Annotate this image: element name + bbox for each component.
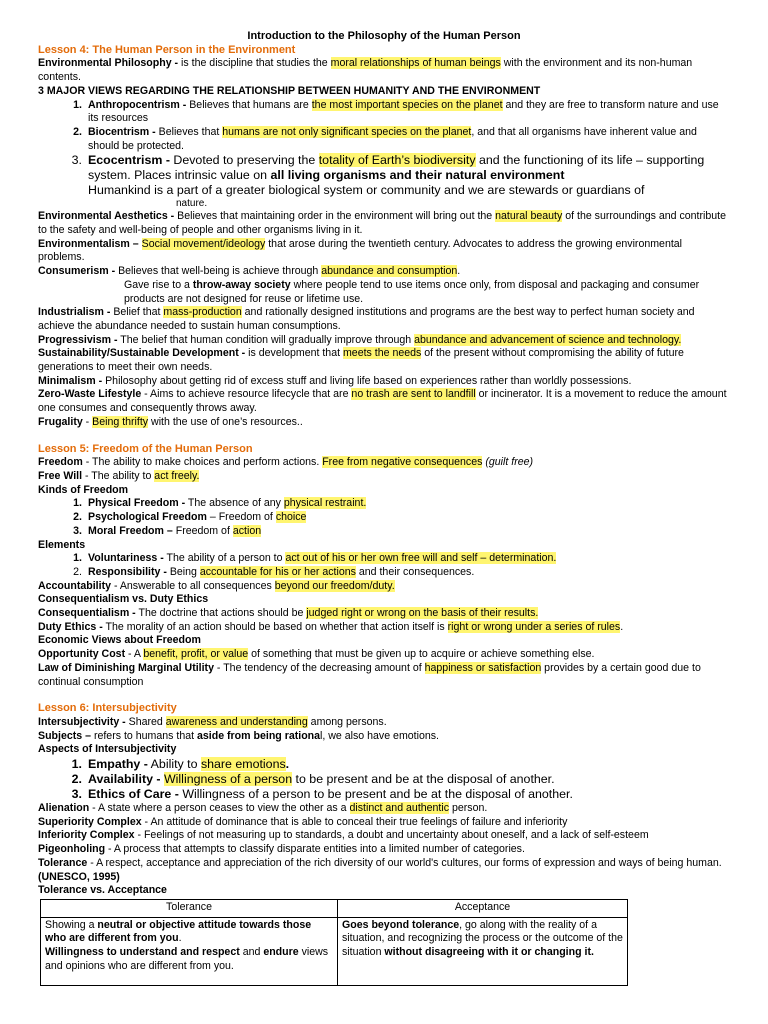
highlight: totality of Earth’s biodiversity [318, 153, 476, 168]
tolerance-acceptance-table [40, 899, 628, 986]
entry-consequentialism: Consequentialism - The doctrine that actions should be judged right or wrong on the basis of their results. [38, 607, 539, 620]
highlight: natural beauty [495, 210, 563, 223]
document-page [38, 30, 730, 986]
highlight: act out of his or her own free will and self – determination. [285, 552, 557, 565]
highlight: the most important species on the planet [311, 98, 503, 111]
highlight: physical restraint. [283, 497, 367, 510]
aspects-heading: Aspects of Intersubjectivity [38, 743, 177, 756]
document-title: Introduction to the Philosophy of the Human Person [247, 30, 521, 42]
tolerance-vs-acceptance-heading: Tolerance vs. Acceptance [38, 884, 167, 897]
entry-industrialism: Industrialism - Belief that mass-production and rationally designed institutions and programs are the best way to perfect human society and achieve the abundance needed to sustain human consumptions. [38, 306, 695, 332]
kinds-heading: Kinds of Freedom [38, 483, 129, 496]
entry-opportunity-cost: Opportunity Cost - A benefit, profit, or value of something that must be given up to acquire or achieve something else. [38, 648, 595, 661]
highlight: moral relationships of human beings [330, 57, 501, 70]
kind-moral: 3. Moral Freedom – Freedom of action [73, 524, 262, 537]
entry-consumerism: Consumerism - Believes that well-being is achieve through abundance and consumption. [38, 265, 461, 278]
table-header-row [41, 899, 628, 917]
entry-superiority-complex: Superiority Complex - An attitude of dominance that is able to conceal their true feelings of failure and inferiority [38, 815, 568, 828]
element-voluntariness: 1. Voluntariness - The ability of a person to act out of his or her own free will and self – determination. [73, 552, 557, 565]
view-ecocentrism: 3. Ecocentrism - Devoted to preserving the totality of Earth’s biodiversity and the functioning of its life – supporting system. Places intrinsic value on all living organisms and their natural environment Humankind is a part of a greater biological system or community and we are stewards or guardians of [71, 153, 705, 198]
emphasis: aside from being rationa [197, 729, 321, 742]
entry-diminishing-utility: Law of Diminishing Marginal Utility - The tendency of the decreasing amount of happiness or satisfaction provides by a certain good due to continual consumption [38, 661, 701, 688]
lesson-5-heading: Lesson 5: Freedom of the Human Person [38, 442, 253, 455]
views-heading: 3 MAJOR VIEWS REGARDING THE RELATIONSHIP BETWEEN HUMANITY AND THE ENVIRONMENT [38, 84, 541, 97]
entry-environmental-aesthetics: Environmental Aesthetics - Believes that maintaining order in the environment will bring out the natural beauty of the surroundings and contribute to the safety and well-being of people and other organisms living in it. [38, 210, 727, 237]
kind-physical: 1. Physical Freedom - The absence of any physical restraint. [73, 497, 367, 510]
aspect-availability: 2. Availability - Willingness of a person to be present and be at the disposal of another. [71, 772, 555, 787]
highlight: abundance and advancement of science and technology. [414, 333, 682, 346]
lesson-4-heading: Lesson 4: The Human Person in the Environment [38, 43, 296, 56]
table-cell-tolerance: Showing a neutral or objective attitude towards those who are different from you. Willingness to understand and respect and endure views and opinions who are different from you. [41, 917, 338, 985]
kind-psychological: 2. Psychological Freedom – Freedom of choice [73, 511, 307, 524]
highlight: awareness and understanding [165, 715, 308, 728]
consequentialism-heading: Consequentialism vs. Duty Ethics [38, 593, 209, 606]
entry-intersubjectivity: Intersubjectivity - Shared awareness and understanding among persons. [38, 715, 387, 728]
highlight: share emotions [200, 757, 286, 772]
entry-freedom: Freedom - The ability to make choices and perform actions. Free from negative consequences (guilt free) [38, 456, 534, 469]
highlight: meets the needs [342, 347, 422, 360]
entry-tolerance: Tolerance - A respect, acceptance and appreciation of the rich diversity of our world's cultures, our forms of expression and ways of being human. (UNESCO, 1995) [38, 856, 722, 883]
highlight: happiness or satisfaction [424, 661, 542, 674]
entry-alienation: Alienation - A state where a person ceases to view the other as a distinct and authentic person. [38, 802, 488, 815]
highlight: action [232, 524, 262, 537]
entry-progressivism: Progressivism - The belief that human condition will gradually improve through abundance and advancement of science and technology. [38, 333, 682, 346]
entry-inferiority-complex: Inferiority Complex - Feelings of not measuring up to standards, a doubt and uncertainty about oneself, and a lack of self-esteem [38, 829, 649, 842]
highlight: distinct and authentic [349, 802, 450, 815]
entry-pigeonholing: Pigeonholing - A process that attempts to classify disparate entities into a limited number of categories. [38, 843, 525, 856]
highlight: act freely. [154, 469, 200, 482]
entry-zero-waste: Zero-Waste Lifestyle - Aims to achieve resource lifecycle that are no trash are sent to landfill or incinerator. It is a movement to reduce the amount one consumes and consequently throws away. [38, 388, 727, 415]
elements-heading: Elements [38, 538, 86, 551]
highlight: humans are not only significant species on the planet [222, 125, 472, 138]
economic-views-heading: Economic Views about Freedom [38, 634, 201, 647]
table-cell-acceptance: Goes beyond tolerance, go along with the reality of a situation, and recognizing the process or the outcome of the situation without disagreeing with it or changing it. [338, 917, 628, 985]
highlight: accountable for his or her actions [199, 565, 356, 578]
entry-accountability: Accountability - Answerable to all consequences beyond our freedom/duty. [38, 579, 395, 592]
highlight: choice [275, 511, 307, 524]
highlight: beyond our freedom/duty. [274, 579, 395, 592]
highlight: Free from negative consequences [322, 456, 483, 469]
view-anthropocentrism: 1. Anthropocentrism - Believes that humans are the most important species on the planet and they are free to transform nature and use its resources [73, 98, 719, 125]
entry-environmental-philosophy: Environmental Philosophy - is the discipline that studies the moral relationships of human beings with the environment and its non-human contents. [38, 57, 693, 84]
entry-free-will: Free Will - The ability to act freely. [38, 469, 200, 482]
highlight: abundance and consumption [321, 265, 458, 278]
aspect-empathy: 1. Empathy - Ability to share emotions. [71, 757, 290, 772]
term: Environmental Philosophy - [38, 57, 179, 70]
highlight: right or wrong under a series of rules [447, 620, 621, 633]
highlight: mass-production [163, 306, 242, 319]
aspect-ethics-of-care: 3. Ethics of Care - Willingness of a person to be present and be at the disposal of another. [71, 787, 573, 802]
table-header-acceptance: Acceptance [338, 899, 628, 917]
consumerism-detail: Gave rise to a throw-away society where people tend to use items once only, from disposal and packaging and consumer products are not designed for reuse or lifetime use. [124, 278, 700, 305]
ecocentrism-nature: nature. [176, 198, 208, 210]
entry-minimalism: Minimalism - Philosophy about getting rid of excess stuff and living life based on experiences rather than worldly possessions. [38, 374, 632, 387]
view-biocentrism: 2. Biocentrism - Believes that humans are not only significant species on the planet, and that all organisms have inherent value and should be protected. [73, 125, 697, 152]
table-header-tolerance: Tolerance [41, 899, 338, 917]
highlight: benefit, profit, or value [143, 648, 249, 661]
highlight: Being thrifty [92, 415, 149, 428]
entry-frugality: Frugality - Being thrifty with the use of one’s resources.. [38, 415, 303, 428]
highlight: no trash are sent to landfill [351, 388, 476, 401]
table-row [41, 917, 628, 985]
entry-subjects: Subjects – refers to humans that aside from being rational, we also have emotions. [38, 729, 439, 742]
entry-sustainability: Sustainability/Sustainable Development - is development that meets the needs of the present without compromising the ability of future generations to meet their own needs. [38, 347, 684, 374]
element-responsibility: 2. Responsibility - Being accountable for his or her actions and their consequences. [73, 565, 475, 578]
lesson-6-heading: Lesson 6: Intersubjectivity [38, 702, 177, 715]
entry-environmentalism: Environmentalism – Social movement/ideology that arose during the twentieth century. Advocates to address the growing environmental problems. [38, 237, 683, 264]
highlight: Willingness of a person [163, 772, 293, 787]
entry-duty-ethics: Duty Ethics - The morality of an action should be based on whether that action itself is right or wrong under a series of rules. [38, 620, 624, 633]
highlight: Social movement/ideology [141, 237, 266, 250]
highlight: judged right or wrong on the basis of their results. [306, 607, 539, 620]
